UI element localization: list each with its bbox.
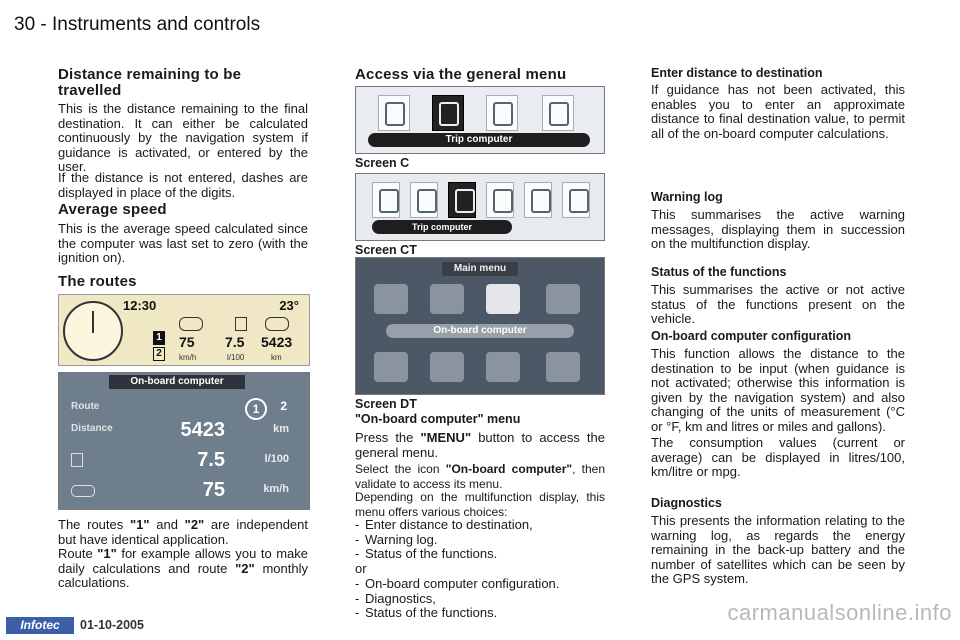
- lcd-value-consumption: 7.5: [225, 334, 245, 350]
- lcd-unit-speed: km/h: [179, 353, 197, 362]
- list-item: - Warning log.: [355, 533, 605, 548]
- screen-dt-caption: Screen DT: [355, 397, 417, 411]
- settings-icon: [374, 352, 408, 382]
- screen-ct-image: [355, 173, 605, 241]
- enter-distance-heading: Enter distance to destination: [651, 66, 823, 80]
- distance-paragraph-2: If the distance is not entered, dashes are displayed in place of the digits.: [58, 170, 308, 200]
- page-header: 30 - Instruments and controls: [14, 14, 261, 35]
- obc-value: 75: [202, 479, 225, 501]
- notebook-icon: [546, 284, 580, 314]
- press-menu-paragraph: Press the "MENU" button to access the general menu.: [355, 430, 606, 460]
- screen-c-banner: Trip computer: [368, 133, 590, 147]
- routes-paragraph-1: The routes "1" and "2" are independent but have identical application.: [58, 517, 308, 547]
- route-selected: 1: [245, 398, 267, 420]
- config-paragraph-2: The consumption values (current or average) can be displayed in litres/100, km/litre or mpg.: [651, 435, 905, 479]
- screen-dt-title: Main menu: [442, 262, 518, 276]
- or-separator: or: [355, 561, 367, 576]
- config-heading: On-board computer configuration: [651, 329, 851, 343]
- screen-ct-banner: Trip computer: [372, 220, 512, 234]
- obc-row-distance: [67, 419, 301, 441]
- page-number: 30: [14, 14, 36, 35]
- lcd-temperature: 23°: [279, 298, 299, 313]
- obc-value: 5423: [180, 419, 225, 441]
- trip-computer-icon: [432, 95, 464, 131]
- onboard-computer-display: [58, 372, 310, 510]
- obc-label: Route: [71, 401, 100, 412]
- list-item: - Enter distance to destination,: [355, 518, 605, 533]
- routes-heading: The routes: [58, 273, 137, 290]
- warning-log-heading: Warning log: [651, 190, 723, 204]
- lcd-value-speed: 75: [179, 334, 195, 350]
- distance-heading: Distance remaining to be travelled: [58, 66, 242, 99]
- car-speed-icon: [179, 317, 203, 331]
- obc-value: 7.5: [197, 449, 225, 471]
- fuel-pump-icon: [235, 317, 247, 331]
- audio-icon: [430, 284, 464, 314]
- obc-label: Distance: [71, 423, 113, 434]
- route-1-marker: 1: [153, 331, 165, 345]
- lcd-value-distance: 5423: [261, 334, 293, 350]
- choices-list-1: [355, 518, 605, 562]
- lcd-unit-distance: km: [271, 353, 282, 362]
- navigation-icon: [378, 95, 410, 131]
- config-paragraph-1: This function allows the distance to the destination to be input (when guidance is not activated; otherwise this information is given by the navigation system) and also changing of the units of measurement (°C or °F, km and litres or miles and gallons).: [651, 346, 905, 434]
- obc-unit: km/h: [263, 483, 289, 495]
- navigation-icon: [372, 182, 400, 218]
- audio-settings-icon: [486, 95, 518, 131]
- car-flag-icon: [265, 317, 289, 331]
- routes-paragraph-2: Route "1" for example allows you to make daily calculations and route "2" monthly calculations.: [58, 546, 308, 590]
- status-heading: Status of the functions: [651, 265, 787, 279]
- lcd-time: 12:30: [123, 298, 157, 313]
- obc-unit: l/100: [264, 453, 289, 465]
- warning-log-paragraph: This summarises the active warning messages, displaying them in succession on the multifunction display.: [651, 207, 905, 251]
- lcd-unit-consumption: l/100: [227, 353, 245, 362]
- map-icon: [410, 182, 438, 218]
- infotec-logo: Infotec: [6, 617, 74, 634]
- list-item: - On-board computer configuration.: [355, 577, 605, 592]
- obc-row-consumption: [67, 449, 301, 471]
- depending-paragraph: Depending on the multifunction display, this menu offers various choices:: [355, 490, 605, 519]
- analog-clock-icon: [63, 301, 123, 361]
- menu-heading: "On-board computer" menu: [355, 412, 521, 426]
- access-heading: Access via the general menu: [355, 66, 567, 83]
- video-icon: [546, 352, 580, 382]
- list-item: - Diagnostics,: [355, 592, 605, 607]
- screen-dt-image: [355, 257, 605, 395]
- obc-row-speed: [67, 479, 301, 501]
- watermark: carmanualsonline.info: [727, 600, 952, 625]
- screen-c-caption: Screen C: [355, 156, 410, 170]
- trip-lcd-display: [58, 294, 310, 366]
- screen-dt-banner: On-board computer: [386, 324, 574, 338]
- trip-computer-icon: [448, 182, 476, 218]
- average-speed-heading: Average speed: [58, 201, 167, 218]
- route-alternate: 2: [280, 399, 287, 413]
- footer-date: 01-10-2005: [80, 618, 144, 632]
- page-title: Instruments and controls: [52, 14, 261, 35]
- map-icon: [486, 352, 520, 382]
- navigation-icon: [374, 284, 408, 314]
- obc-row-route: [67, 397, 301, 419]
- telephone-icon: [542, 95, 574, 131]
- list-item: - Status of the functions.: [355, 547, 605, 562]
- car-icon: [71, 485, 95, 497]
- list-item: - Status of the functions.: [355, 606, 605, 621]
- onboard-computer-icon: [486, 284, 520, 314]
- diagnostics-paragraph: This presents the information relating to the warning log, as regards the energy remaining in the back-up battery and the number of satellites which can be seen by the GPS system.: [651, 513, 905, 586]
- status-paragraph: This summarises the active or not active status of the functions present on the vehicle.: [651, 282, 905, 326]
- settings-icon: [562, 182, 590, 218]
- select-icon-paragraph: Select the icon "On-board computer", then validate to access its menu.: [355, 462, 605, 491]
- enter-distance-paragraph: If guidance has not been activated, this enables you to enter an approximate distance to final destination value, to permit all of the on-board computer calculations.: [651, 82, 905, 141]
- distance-paragraph-1: This is the distance remaining to the final destination. It can either be calculated continuously by the navigation system if guidance is activated, or entered by the user.: [58, 101, 308, 174]
- choices-list-2: [355, 577, 605, 621]
- obc-unit: km: [273, 423, 289, 435]
- screen-c-image: [355, 86, 605, 154]
- document-icon: [486, 182, 514, 218]
- screen-ct-caption: Screen CT: [355, 243, 417, 257]
- route-2-marker: 2: [153, 347, 165, 361]
- diagnostics-heading: Diagnostics: [651, 496, 722, 510]
- fuel-pump-icon: [71, 453, 83, 467]
- average-speed-paragraph: This is the average speed calculated since the computer was last set to zero (with the ignition on).: [58, 221, 308, 265]
- telephone-icon: [524, 182, 552, 218]
- obc-title: On-board computer: [109, 375, 245, 389]
- audio-settings-icon: [430, 352, 464, 382]
